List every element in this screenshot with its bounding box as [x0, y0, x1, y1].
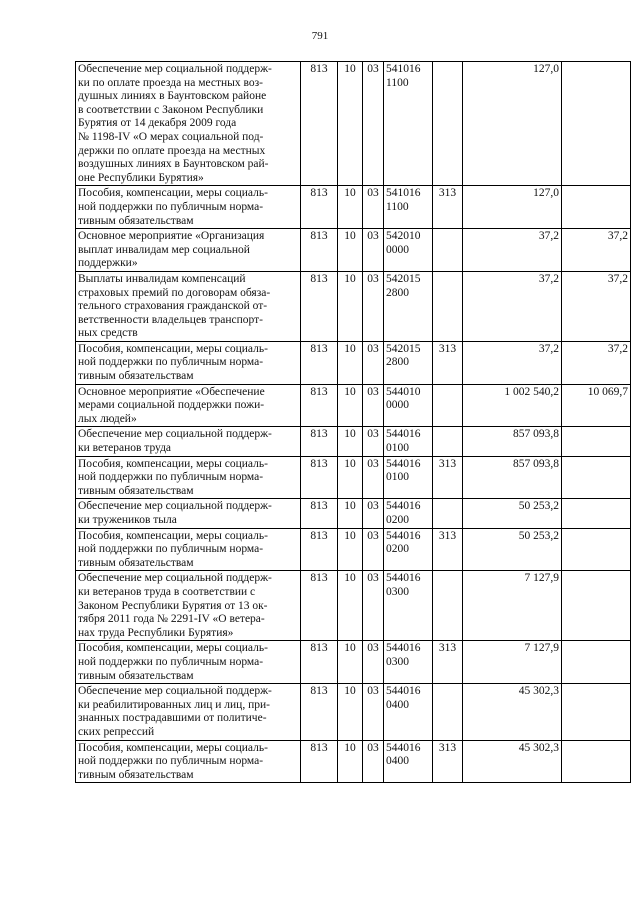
cell-target-article [384, 384, 433, 427]
cell-expense-type: 313 [433, 186, 463, 229]
cell-section: 10 [338, 62, 363, 186]
cell-subsection: 03 [363, 384, 384, 427]
cell-grbs: 813 [301, 684, 338, 740]
cell-target-article-line: 541016 [386, 187, 421, 200]
cell-grbs: 813 [301, 528, 338, 571]
cell-expense-type: 313 [433, 641, 463, 684]
cell-target-article [384, 62, 433, 186]
cell-expense-type [433, 427, 463, 456]
cell-name-line: выплат инвалидам мер социальной [78, 243, 250, 256]
cell-name-line: знанных пострадавшими от политиче- [78, 712, 267, 725]
cell-amount-2 [562, 62, 631, 186]
page-number: 791 [311, 30, 329, 42]
cell-amount-2 [562, 740, 631, 783]
cell-name [76, 740, 301, 783]
cell-amount-1: 50 253,2 [463, 528, 562, 571]
cell-target-article-line: 1100 [386, 76, 409, 89]
cell-amount-1: 45 302,3 [463, 684, 562, 740]
cell-amount-2 [562, 528, 631, 571]
cell-grbs: 813 [301, 384, 338, 427]
cell-amount-1: 37,2 [463, 271, 562, 341]
table-row [76, 456, 631, 499]
cell-amount-1: 857 093,8 [463, 456, 562, 499]
cell-target-article [384, 499, 433, 528]
cell-expense-type: 313 [433, 456, 463, 499]
cell-target-article-line: 1100 [386, 200, 409, 213]
cell-target-article-line: 544016 [386, 529, 421, 542]
cell-name-line: Пособия, компенсации, меры социаль- [78, 529, 268, 542]
table-row [76, 341, 631, 384]
cell-target-article-line: 0000 [386, 243, 409, 256]
cell-subsection: 03 [363, 499, 384, 528]
cell-name-line: Пособия, компенсации, меры социаль- [78, 642, 268, 655]
table-row [76, 641, 631, 684]
cell-name [76, 186, 301, 229]
cell-amount-2 [562, 499, 631, 528]
cell-name [76, 427, 301, 456]
cell-target-article [384, 427, 433, 456]
cell-name-line: Основное мероприятие «Организация [78, 230, 265, 243]
cell-name [76, 229, 301, 272]
cell-amount-1: 37,2 [463, 229, 562, 272]
cell-subsection: 03 [363, 641, 384, 684]
cell-name-line: ки тружеников тыла [78, 514, 177, 526]
cell-expense-type: 313 [433, 740, 463, 783]
cell-target-article-line: 542010 [386, 230, 421, 243]
cell-target-article-line: 0100 [386, 442, 409, 455]
cell-name [76, 341, 301, 384]
cell-expense-type: 313 [433, 341, 463, 384]
cell-grbs: 813 [301, 62, 338, 186]
cell-target-article [384, 271, 433, 341]
cell-name-line: лых людей» [78, 412, 137, 425]
table-row [76, 186, 631, 229]
table-row [76, 62, 631, 186]
cell-name [76, 641, 301, 684]
cell-name-line: № 1198-IV «О мерах социальной под- [78, 130, 264, 143]
cell-name-line: поддержки» [78, 257, 138, 270]
table-row [76, 427, 631, 456]
cell-name-line: Пособия, компенсации, меры социаль- [78, 741, 268, 754]
cell-target-article-line: 544016 [386, 500, 421, 513]
cell-amount-1: 45 302,3 [463, 740, 562, 783]
cell-name-line: ной поддержки по публичным норма- [78, 755, 264, 768]
cell-section: 10 [338, 341, 363, 384]
cell-name-line: ных средств [78, 327, 138, 340]
cell-name-line: Обеспечение мер социальной поддерж- [78, 572, 272, 585]
cell-amount-1: 37,2 [463, 341, 562, 384]
cell-target-article-line: 544016 [386, 428, 421, 441]
cell-name-line: тивным обязательствам [78, 669, 194, 682]
cell-section: 10 [338, 684, 363, 740]
cell-target-article-line: 0200 [386, 514, 409, 526]
cell-amount-2 [562, 684, 631, 740]
cell-name-line: мерами социальной поддержки пожи- [78, 399, 265, 412]
cell-subsection: 03 [363, 456, 384, 499]
cell-target-article [384, 456, 433, 499]
cell-target-article-line: 2800 [386, 356, 409, 369]
cell-name-line: ной поддержки по публичным норма- [78, 200, 264, 213]
cell-amount-2: 37,2 [562, 229, 631, 272]
cell-subsection: 03 [363, 528, 384, 571]
cell-name-line: ной поддержки по публичным норма- [78, 356, 264, 369]
cell-name [76, 571, 301, 641]
cell-amount-2 [562, 427, 631, 456]
cell-name-line: тября 2011 года № 2291-IV «О ветера- [78, 613, 265, 626]
cell-expense-type [433, 271, 463, 341]
cell-section: 10 [338, 641, 363, 684]
cell-amount-2 [562, 456, 631, 499]
cell-target-article [384, 341, 433, 384]
cell-grbs: 813 [301, 571, 338, 641]
table-row [76, 740, 631, 783]
cell-name [76, 499, 301, 528]
cell-name-line: Обеспечение мер социальной поддерж- [78, 63, 272, 75]
cell-target-article-line: 544010 [386, 385, 421, 398]
cell-section: 10 [338, 271, 363, 341]
cell-section: 10 [338, 427, 363, 456]
cell-expense-type [433, 229, 463, 272]
cell-name-line: держки по оплате проезда на местных [78, 144, 266, 157]
cell-name-line: Обеспечение мер социальной поддерж- [78, 685, 272, 698]
cell-target-article-line: 0100 [386, 471, 409, 484]
table-row [76, 684, 631, 740]
cell-section: 10 [338, 384, 363, 427]
cell-target-article-line: 542015 [386, 342, 421, 355]
cell-subsection: 03 [363, 684, 384, 740]
cell-grbs: 813 [301, 641, 338, 684]
table-row [76, 271, 631, 341]
cell-grbs: 813 [301, 740, 338, 783]
cell-name-line: ских репрессий [78, 725, 155, 738]
cell-section: 10 [338, 186, 363, 229]
cell-section: 10 [338, 571, 363, 641]
cell-name [76, 528, 301, 571]
cell-amount-2: 37,2 [562, 341, 631, 384]
cell-name [76, 684, 301, 740]
cell-subsection: 03 [363, 271, 384, 341]
cell-grbs: 813 [301, 271, 338, 341]
cell-amount-1: 7 127,9 [463, 571, 562, 641]
cell-grbs: 813 [301, 229, 338, 272]
table-row [76, 499, 631, 528]
table-row [76, 229, 631, 272]
cell-name-line: ной поддержки по публичным норма- [78, 543, 264, 556]
cell-name [76, 384, 301, 427]
budget-table [75, 61, 631, 783]
cell-expense-type: 313 [433, 528, 463, 571]
cell-expense-type [433, 684, 463, 740]
cell-subsection: 03 [363, 427, 384, 456]
cell-amount-1: 50 253,2 [463, 499, 562, 528]
cell-target-article-line: 541016 [386, 63, 421, 75]
cell-subsection: 03 [363, 341, 384, 384]
cell-expense-type [433, 571, 463, 641]
cell-target-article-line: 0400 [386, 698, 409, 711]
cell-name-line: тивным обязательствам [78, 370, 194, 383]
budget-table-body [76, 62, 631, 783]
cell-section: 10 [338, 740, 363, 783]
cell-grbs: 813 [301, 341, 338, 384]
cell-subsection: 03 [363, 62, 384, 186]
cell-name-line: Законом Республики Бурятия от 13 ок- [78, 599, 268, 612]
cell-target-article-line: 0200 [386, 543, 409, 556]
cell-target-article [384, 684, 433, 740]
cell-target-article-line: 544016 [386, 685, 421, 698]
cell-amount-2 [562, 571, 631, 641]
cell-section: 10 [338, 499, 363, 528]
cell-subsection: 03 [363, 186, 384, 229]
cell-name-line: оне Республики Бурятия» [78, 171, 204, 184]
cell-name-line: Обеспечение мер социальной поддерж- [78, 500, 272, 513]
cell-target-article-line: 0400 [386, 755, 409, 768]
cell-section: 10 [338, 229, 363, 272]
cell-name-line: тивным обязательствам [78, 484, 194, 497]
cell-target-article [384, 229, 433, 272]
cell-grbs: 813 [301, 427, 338, 456]
cell-name-line: душных линиях в Баунтовском районе [78, 90, 267, 103]
cell-amount-1: 127,0 [463, 186, 562, 229]
table-row [76, 384, 631, 427]
cell-amount-2 [562, 186, 631, 229]
cell-grbs: 813 [301, 456, 338, 499]
cell-name-line: тельного страхования гражданской от- [78, 300, 268, 313]
cell-name-line: ки ветеранов труда в соответствии с [78, 585, 256, 598]
cell-name-line: тивным обязательствам [78, 556, 194, 569]
cell-name-line: страховых премий по договорам обяза- [78, 286, 271, 299]
cell-name-line: Пособия, компенсации, меры социаль- [78, 187, 268, 200]
cell-name-line: Бурятия от 14 декабря 2009 года [78, 117, 237, 130]
cell-target-article [384, 528, 433, 571]
cell-name-line: тивным обязательствам [78, 768, 194, 781]
cell-name-line: воздушных линиях в Баунтовском рай- [78, 158, 269, 171]
cell-target-article-line: 542015 [386, 272, 421, 285]
cell-name [76, 271, 301, 341]
cell-subsection: 03 [363, 229, 384, 272]
cell-subsection: 03 [363, 740, 384, 783]
cell-grbs: 813 [301, 499, 338, 528]
cell-target-article-line: 0000 [386, 399, 409, 412]
cell-name [76, 62, 301, 186]
cell-amount-1: 127,0 [463, 62, 562, 186]
cell-name-line: Обеспечение мер социальной поддерж- [78, 428, 272, 441]
cell-name-line: нах труда Республики Бурятия» [78, 626, 234, 639]
cell-name-line: Пособия, компенсации, меры социаль- [78, 342, 268, 355]
cell-expense-type [433, 62, 463, 186]
cell-name-line: Основное мероприятие «Обеспечение [78, 385, 265, 398]
cell-name-line: Выплаты инвалидам компенсаций [78, 272, 246, 285]
cell-name-line: ветственности владельцев транспорт- [78, 313, 263, 326]
cell-name-line: Пособия, компенсации, меры социаль- [78, 457, 268, 470]
cell-section: 10 [338, 528, 363, 571]
cell-name-line: ной поддержки по публичным норма- [78, 655, 264, 668]
cell-target-article-line: 544016 [386, 642, 421, 655]
cell-name-line: ки ветеранов труда [78, 442, 172, 455]
cell-target-article-line: 544016 [386, 572, 421, 585]
cell-amount-1: 857 093,8 [463, 427, 562, 456]
cell-target-article [384, 740, 433, 783]
cell-target-article-line: 544016 [386, 741, 421, 754]
cell-amount-1: 7 127,9 [463, 641, 562, 684]
cell-target-article-line: 0300 [386, 655, 409, 668]
cell-expense-type [433, 384, 463, 427]
cell-name-line: тивным обязательствам [78, 214, 194, 227]
cell-target-article-line: 544016 [386, 457, 421, 470]
cell-target-article-line: 2800 [386, 286, 409, 299]
cell-amount-1: 1 002 540,2 [463, 384, 562, 427]
cell-grbs: 813 [301, 186, 338, 229]
cell-target-article [384, 186, 433, 229]
cell-name-line: ной поддержки по публичным норма- [78, 471, 264, 484]
table-row [76, 571, 631, 641]
cell-target-article [384, 641, 433, 684]
cell-target-article-line: 0300 [386, 585, 409, 598]
cell-name [76, 456, 301, 499]
cell-amount-2: 10 069,7 [562, 384, 631, 427]
cell-amount-2 [562, 641, 631, 684]
cell-name-line: ки реабилитированных лиц и лиц, при- [78, 698, 270, 711]
cell-name-line: ки по оплате проезда на местных воз- [78, 76, 263, 89]
cell-expense-type [433, 499, 463, 528]
cell-amount-2: 37,2 [562, 271, 631, 341]
cell-subsection: 03 [363, 571, 384, 641]
cell-section: 10 [338, 456, 363, 499]
cell-target-article [384, 571, 433, 641]
cell-name-line: в соответствии с Законом Республики [78, 103, 264, 116]
table-row [76, 528, 631, 571]
